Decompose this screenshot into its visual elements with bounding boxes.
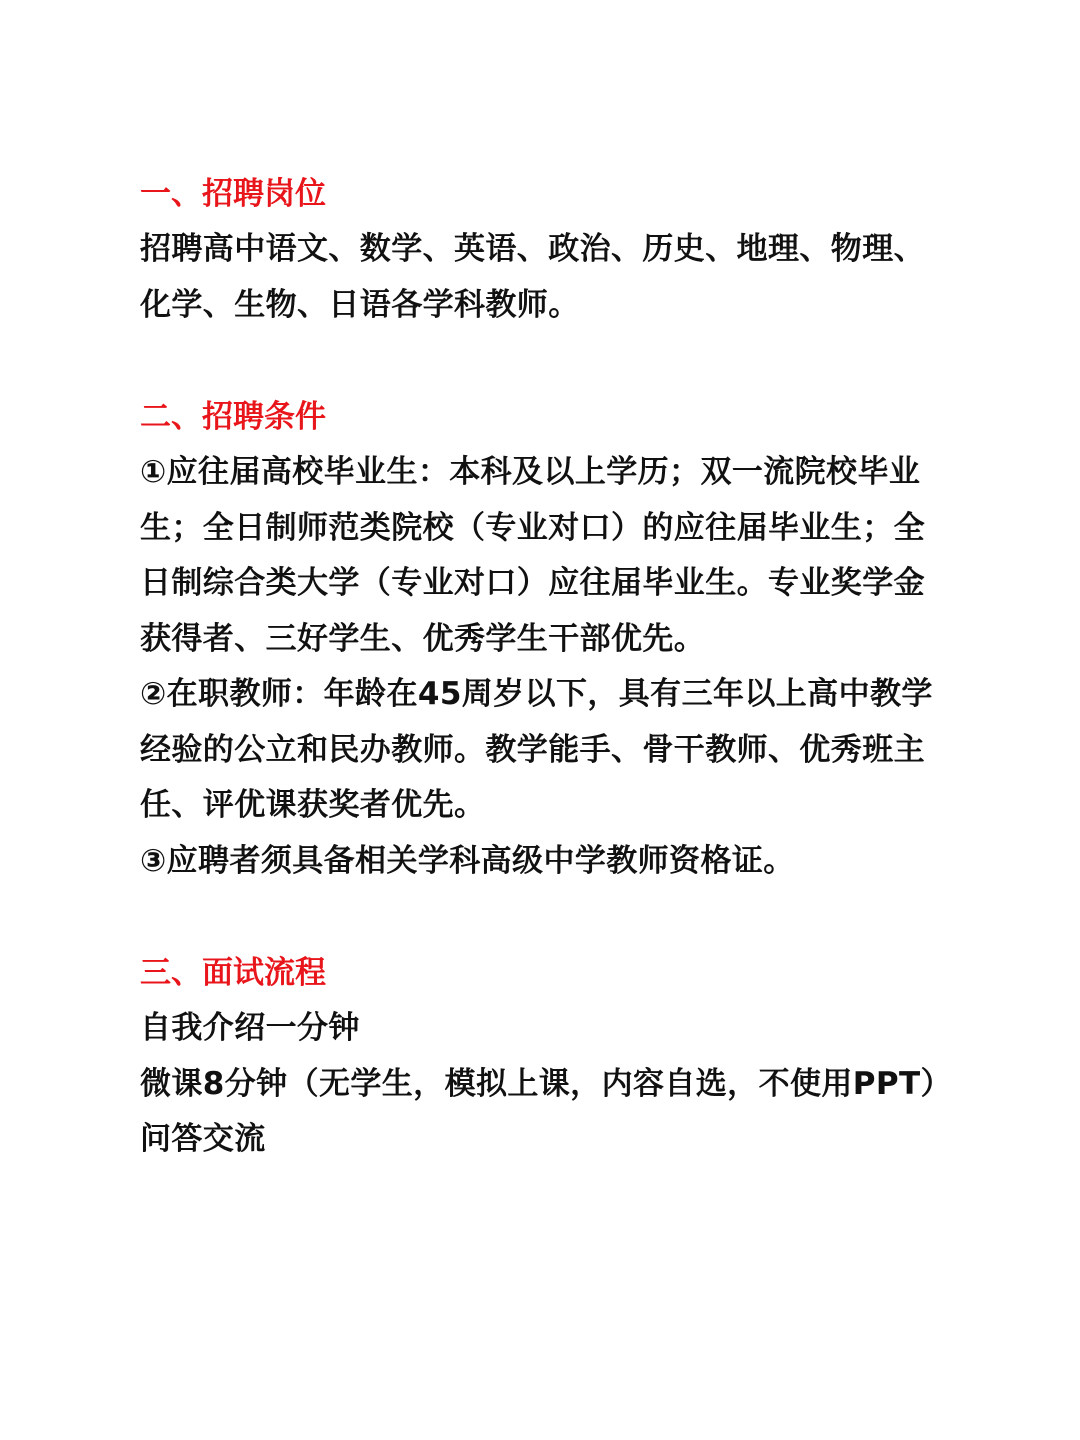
section-heading: 三、面试流程 [140, 955, 326, 991]
section-heading: 一、招聘岗位 [140, 176, 326, 212]
section-recruitment-conditions [140, 389, 940, 889]
section-paragraph: 招聘高中语文、数学、英语、政治、历史、地理、物理、化学、生物、日语各学科教师。 [140, 231, 925, 323]
section-heading: 二、招聘条件 [140, 399, 326, 435]
section-paragraph: ①应往届高校毕业生：本科及以上学历；双一流院校毕业生；全日制师范类院校（专业对口）的应往届毕业生；全日制综合类大学（专业对口）应往届毕业生。专业奖学金获得者、三好学生、优秀学生干部优先。 [140, 454, 925, 657]
section-paragraph: 问答交流 [140, 1121, 266, 1157]
section-recruitment-positions [140, 166, 940, 333]
section-interview-process [140, 945, 952, 1168]
document-body [140, 166, 952, 1168]
section-paragraph: 自我介绍一分钟 [140, 1010, 360, 1046]
section-paragraph: 微课8分钟（无学生，模拟上课，内容自选，不使用PPT） [140, 1065, 952, 1102]
section-paragraph: ③应聘者须具备相关学科高级中学教师资格证。 [140, 842, 795, 879]
section-paragraph: ②在职教师：年龄在45周岁以下，具有三年以上高中教学经验的公立和民办教师。教学能手、骨干教师、优秀班主任、评优课获奖者优先。 [140, 676, 933, 823]
